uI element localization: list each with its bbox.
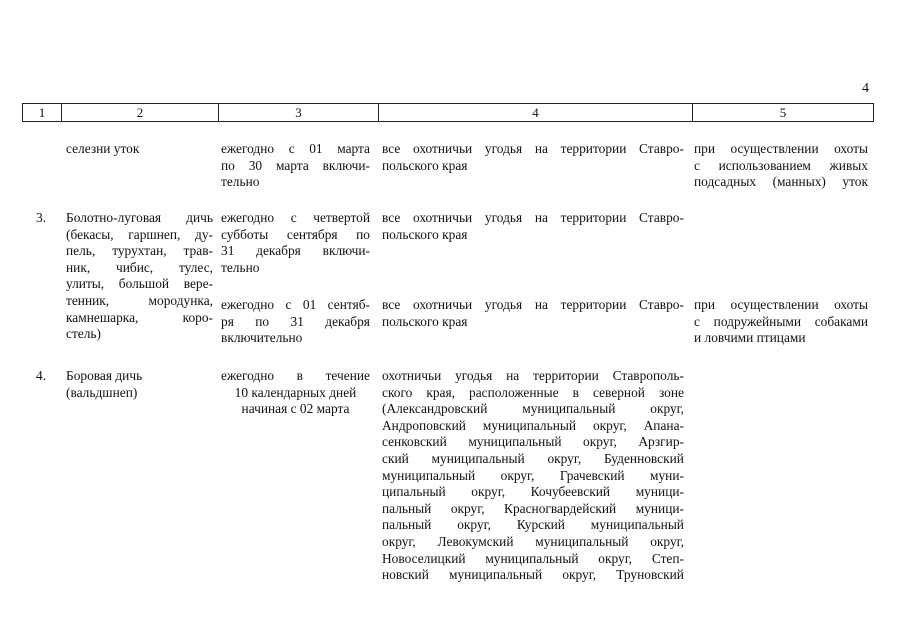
row1-species <box>66 141 214 158</box>
row3-territory-b-line: польского края <box>382 313 468 329</box>
row3-species-line: стель) <box>66 326 101 342</box>
row4-territory-line: охотничьи угодья на территории Ставрополь- <box>382 368 684 383</box>
row1-territory <box>382 141 684 174</box>
row4-territory-line: новский муниципальный округ, Труновский <box>382 567 684 583</box>
row3-species-line: пель, турухтан, трав- <box>66 243 213 259</box>
row1-period-line: ежегодно с 01 марта <box>221 141 370 156</box>
row3-territory-b-line: все охотничьи угодья на территории Ставро- <box>382 297 684 312</box>
row4-period-line: ежегодно в течение <box>221 368 370 383</box>
row4-species-line: (вальдшнеп) <box>66 384 138 400</box>
row4-territory-line: округ, Левокумский муниципальный округ, <box>382 533 684 549</box>
row3-period-b-line: ежегодно с 01 сентяб- <box>221 297 370 312</box>
row4-period <box>221 368 370 418</box>
row3-period-a-line: ежегодно с четвертой <box>221 210 370 225</box>
header-col-4: 4 <box>379 104 693 121</box>
row4-territory-line: пальный округ, Красногвардейский муници- <box>382 500 684 516</box>
row3-period-a-line: субботы сентября по <box>221 226 370 242</box>
row1-territory-line: польского края <box>382 157 468 173</box>
row4-period-line: начиная с 02 марта <box>241 401 350 417</box>
row3-period-a-line: 31 декабря включи- <box>221 243 370 259</box>
row3-period-b <box>221 297 370 347</box>
page-number: 4 <box>862 81 869 96</box>
row3-number: 3. <box>36 210 47 225</box>
row3-species-line: (бекасы, гаршнеп, ду- <box>66 226 213 242</box>
row4-period-line: 10 календарных дней <box>234 384 357 400</box>
row1-condition <box>694 141 868 191</box>
row3-species-line: тенник, мородунка, <box>66 292 213 308</box>
row1-territory-line: все охотничьи угодья на территории Ставро- <box>382 141 684 156</box>
row4-number: 4. <box>36 368 47 383</box>
row3-territory-a <box>382 210 684 243</box>
header-col-5: 5 <box>779 105 787 120</box>
row4-territory-line: Новоселицкий муниципальный округ, Степ- <box>382 550 684 566</box>
row3-condition-b-line: с подружейными собаками <box>694 313 868 329</box>
row3-condition-b <box>694 297 868 347</box>
row3-period-b-line: ря по 31 декабря <box>221 313 370 329</box>
row4-species <box>66 368 213 401</box>
row3-territory-a-line: все охотничьи угодья на территории Ставро- <box>382 210 684 225</box>
row4-territory-line: ский муниципальный округ, Буденновский <box>382 450 684 466</box>
row1-condition-line: при осуществлении охоты <box>694 141 868 156</box>
table-header-row <box>22 103 874 122</box>
row3-period-b-line: включительно <box>221 330 303 346</box>
row3-species-line: Болотно-луговая дичь <box>66 210 213 225</box>
row3-condition-b-line: и ловчими птицами <box>694 330 806 346</box>
row4-territory <box>382 368 684 584</box>
row3-species-line: камнешарка, коро- <box>66 309 213 325</box>
row1-period-line: тельно <box>221 174 260 190</box>
row4-territory-line: муниципальный округ, Грачевский муни- <box>382 467 684 483</box>
row1-condition-line: с использованием живых <box>694 157 868 173</box>
row4-territory-line: пальный округ, Курский муниципальный <box>382 517 684 533</box>
row4-territory-line: (Александровский муниципальный округ, <box>382 401 684 417</box>
row3-territory-b <box>382 297 684 330</box>
row1-period-line: по 30 марта включи- <box>221 157 370 173</box>
row4-species-line: Боровая дичь <box>66 368 143 383</box>
row3-condition-b-line: при осуществлении охоты <box>694 297 868 312</box>
header-col-2: 2 <box>62 104 219 121</box>
row3-species-line: улиты, большой вере- <box>66 276 213 292</box>
row3-species <box>66 210 213 343</box>
row4-territory-line: сенковский муниципальный округ, Арзгир- <box>382 434 684 450</box>
row1-condition-line: подсадных (манных) уток <box>694 174 868 190</box>
row4-territory-line: ципальный округ, Кочубеевский муници- <box>382 484 684 500</box>
row3-territory-a-line: польского края <box>382 226 468 242</box>
header-col-3: 3 <box>219 104 379 121</box>
row3-species-line: ник, чибис, тулес, <box>66 259 213 275</box>
row3-period-a-line: тельно <box>221 259 260 275</box>
row4-territory-line: ского края, расположенные в северной зоне <box>382 384 684 400</box>
row1-species-line: селезни уток <box>66 141 140 156</box>
row1-period <box>221 141 370 191</box>
row4-territory-line: Андроповский муниципальный округ, Апана- <box>382 417 684 433</box>
header-col-1: 1 <box>23 104 62 121</box>
row3-period-a <box>221 210 370 276</box>
